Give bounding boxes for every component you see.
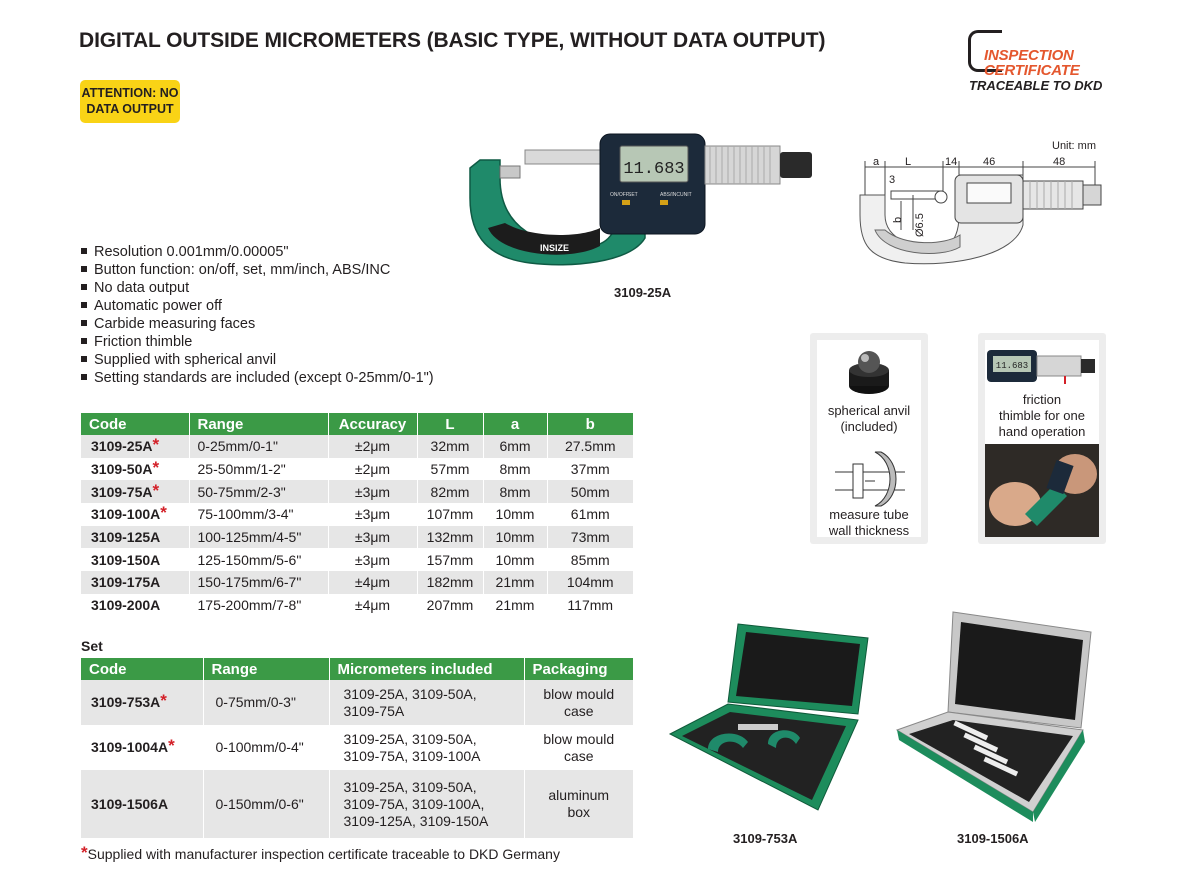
packaging-line: case <box>563 747 594 764</box>
included-line: 3109-125A, 3109-150A <box>343 812 489 829</box>
anvil-label-3: measure tube <box>829 507 909 522</box>
anvil-label-2: (included) <box>840 419 898 434</box>
set-header-packaging: Packaging <box>524 658 633 680</box>
attention-line-2: DATA OUTPUT <box>86 102 174 116</box>
table-row <box>81 680 633 725</box>
attention-line-1: ATTENTION: NO <box>81 86 179 100</box>
brand-text: INSIZE <box>540 243 570 253</box>
dim-diameter: Ø6.5 <box>914 213 926 237</box>
footnote-text: Supplied with manufacturer inspection certificate traceable to DKD Germany <box>87 846 560 862</box>
code-text: 3109-125A <box>91 529 161 546</box>
header-accuracy: Accuracy <box>328 413 417 435</box>
cell-L: 157mm <box>417 548 483 571</box>
case-1506a-caption: 3109-1506A <box>957 831 1029 846</box>
cell-code <box>81 594 189 617</box>
feature-item: Supplied with spherical anvil <box>81 351 434 369</box>
cell-range: 175-200mm/7-8" <box>189 594 328 617</box>
code-text: 3109-50A <box>91 461 153 478</box>
dim-3: 3 <box>889 174 896 186</box>
micrometer-photo <box>460 128 820 278</box>
thimble-figure <box>978 333 1106 544</box>
table-row <box>81 548 633 571</box>
dim-b: b <box>892 216 904 223</box>
page-title: DIGITAL OUTSIDE MICROMETERS (BASIC TYPE, WITHOUT DATA OUTPUT) <box>79 29 826 52</box>
set-cell-packaging <box>524 770 633 838</box>
certificate-line-1: INSPECTION <box>984 47 1074 64</box>
table-row <box>81 480 633 503</box>
packaging-line: case <box>563 702 594 719</box>
technical-drawing <box>855 155 1105 275</box>
cell-L: 32mm <box>417 435 483 458</box>
cell-accuracy: ±2μm <box>328 458 417 481</box>
button-label-onoff: ON/OFF <box>610 192 629 198</box>
cell-L: 182mm <box>417 571 483 594</box>
thimble-display-value: 11.683 <box>995 361 1029 371</box>
certificate-line-3: TRACEABLE TO DKD <box>969 78 1103 93</box>
cell-accuracy: ±4μm <box>328 571 417 594</box>
specifications-table <box>81 413 633 617</box>
cell-a: 10mm <box>483 503 547 526</box>
product-photo-caption: 3109-25A <box>614 285 672 300</box>
cell-code <box>81 526 189 549</box>
code-text: 3109-1004A <box>91 739 169 755</box>
header-range: Range <box>189 413 328 435</box>
table-row <box>81 435 633 458</box>
set-header-included: Micrometers included <box>329 658 524 680</box>
cell-b: 85mm <box>547 548 633 571</box>
included-line: 3109-25A, 3109-50A, <box>343 778 477 795</box>
cell-range: 0-25mm/0-1" <box>189 435 328 458</box>
set-cell-range: 0-75mm/0-3" <box>203 680 329 725</box>
cell-L: 57mm <box>417 458 483 481</box>
button-label-set: SET <box>628 192 638 198</box>
set-table <box>81 658 633 838</box>
dim-14: 14 <box>945 156 958 168</box>
cell-range: 25-50mm/1-2" <box>189 458 328 481</box>
cell-code <box>81 548 189 571</box>
code-text: 3109-1506A <box>91 795 169 812</box>
packaging-line: blow mould <box>543 730 615 747</box>
feature-item: Resolution 0.001mm/0.00005" <box>81 243 434 261</box>
cell-accuracy: ±2μm <box>328 435 417 458</box>
certificate-line-2: CERTIFICATE <box>984 62 1080 79</box>
dim-46: 46 <box>983 156 996 168</box>
set-header-range: Range <box>203 658 329 680</box>
hand-operation-photo <box>985 444 1099 537</box>
cell-range: 100-125mm/4-5" <box>189 526 328 549</box>
cell-a: 8mm <box>483 480 547 503</box>
cell-accuracy: ±3μm <box>328 526 417 549</box>
attention-badge <box>80 80 180 123</box>
cell-b: 117mm <box>547 594 633 617</box>
set-cell-included <box>329 725 524 770</box>
table-row <box>81 725 633 770</box>
set-cell-range: 0-150mm/0-6" <box>203 770 329 838</box>
header-a: a <box>483 413 547 435</box>
feature-item: Button function: on/off, set, mm/inch, ABS/INC <box>81 261 434 279</box>
certificate-star: * <box>152 435 160 455</box>
thimble-label-2: thimble for one <box>999 408 1085 423</box>
code-text: 3109-200A <box>91 597 161 614</box>
packaging-line: blow mould <box>543 685 615 702</box>
set-cell-packaging <box>524 725 633 770</box>
certificate-star: * <box>168 736 175 755</box>
set-cell-code <box>81 770 203 838</box>
included-line: 3109-75A, 3109-100A, <box>343 795 485 812</box>
cell-L: 207mm <box>417 594 483 617</box>
cell-code <box>81 435 189 458</box>
cell-a: 6mm <box>483 435 547 458</box>
anvil-label-4: wall thickness <box>828 523 910 538</box>
thimble-photo <box>985 348 1099 384</box>
cell-a: 21mm <box>483 594 547 617</box>
included-line: 3109-75A <box>343 702 405 719</box>
table-row <box>81 503 633 526</box>
header-code: Code <box>81 413 189 435</box>
set-section-label: Set <box>81 638 103 654</box>
certificate-star: * <box>160 691 167 710</box>
cell-b: 104mm <box>547 571 633 594</box>
cell-b: 61mm <box>547 503 633 526</box>
code-text: 3109-753A <box>91 694 161 710</box>
thimble-label-1: friction <box>1022 392 1062 407</box>
footnote <box>81 843 560 862</box>
table-row <box>81 594 633 617</box>
set-cell-included <box>329 680 524 725</box>
set-cell-code <box>81 725 203 770</box>
cell-range: 50-75mm/2-3" <box>189 480 328 503</box>
cell-b: 50mm <box>547 480 633 503</box>
set-header-code: Code <box>81 658 203 680</box>
included-line: 3109-25A, 3109-50A, <box>343 730 477 747</box>
set-cell-packaging <box>524 680 633 725</box>
code-text: 3109-175A <box>91 574 161 591</box>
table-row <box>81 571 633 594</box>
table-row <box>81 770 633 838</box>
table-header-row <box>81 413 633 435</box>
cell-accuracy: ±3μm <box>328 480 417 503</box>
cell-a: 10mm <box>483 526 547 549</box>
set-cell-included <box>329 770 524 838</box>
cell-accuracy: ±3μm <box>328 548 417 571</box>
cell-a: 8mm <box>483 458 547 481</box>
case-1506a-photo <box>893 612 1093 822</box>
header-L: L <box>417 413 483 435</box>
cell-L: 82mm <box>417 480 483 503</box>
cell-range: 75-100mm/3-4" <box>189 503 328 526</box>
dim-48: 48 <box>1053 156 1066 168</box>
tube-wall-icon <box>835 452 905 507</box>
cell-range: 150-175mm/6-7" <box>189 571 328 594</box>
table-row <box>81 526 633 549</box>
drawing-unit: Unit: mm <box>1052 140 1096 152</box>
included-line: 3109-75A, 3109-100A <box>343 747 481 764</box>
cell-L: 132mm <box>417 526 483 549</box>
case-753a-caption: 3109-753A <box>733 831 798 846</box>
feature-item: Automatic power off <box>81 297 434 315</box>
cell-code <box>81 480 189 503</box>
cell-accuracy: ±3μm <box>328 503 417 526</box>
feature-item: No data output <box>81 279 434 297</box>
cell-code <box>81 503 189 526</box>
inspection-certificate-logo <box>968 30 1118 92</box>
table-header-row <box>81 658 633 680</box>
spherical-anvil-icon <box>847 350 891 396</box>
button-label-unit: UNIT <box>680 192 692 198</box>
packaging-line: aluminum <box>548 787 610 803</box>
certificate-star: * <box>152 480 160 500</box>
cell-L: 107mm <box>417 503 483 526</box>
button-label-abs: ABS/INC <box>660 192 681 198</box>
feature-item: Carbide measuring faces <box>81 315 434 333</box>
cell-code <box>81 458 189 481</box>
code-text: 3109-25A <box>91 438 153 455</box>
anvil-figure <box>810 333 928 544</box>
feature-item: Setting standards are included (except 0-25mm/0-1") <box>81 369 434 387</box>
footnote-star: * <box>81 843 88 862</box>
header-b: b <box>547 413 633 435</box>
cell-b: 73mm <box>547 526 633 549</box>
certificate-star: * <box>152 458 160 478</box>
included-line: 3109-25A, 3109-50A, <box>343 685 477 702</box>
packaging-line: box <box>567 804 591 820</box>
cell-a: 10mm <box>483 548 547 571</box>
feature-item: Friction thimble <box>81 333 434 351</box>
case-753a-photo <box>668 624 873 814</box>
dim-a: a <box>873 156 880 168</box>
feature-list <box>81 243 434 387</box>
cell-range: 125-150mm/5-6" <box>189 548 328 571</box>
dim-L: L <box>905 156 912 168</box>
cell-code <box>81 571 189 594</box>
code-text: 3109-100A <box>91 506 161 523</box>
thimble-label-3: hand operation <box>998 424 1086 439</box>
cell-b: 37mm <box>547 458 633 481</box>
set-cell-code <box>81 680 203 725</box>
code-text: 3109-150A <box>91 551 161 568</box>
display-value: 11.683 <box>623 160 685 179</box>
code-text: 3109-75A <box>91 483 153 500</box>
cell-a: 21mm <box>483 571 547 594</box>
cell-accuracy: ±4μm <box>328 594 417 617</box>
anvil-label-1: spherical anvil <box>827 403 911 418</box>
set-cell-range: 0-100mm/0-4" <box>203 725 329 770</box>
certificate-star: * <box>160 503 167 523</box>
table-row <box>81 458 633 481</box>
cell-b: 27.5mm <box>547 435 633 458</box>
